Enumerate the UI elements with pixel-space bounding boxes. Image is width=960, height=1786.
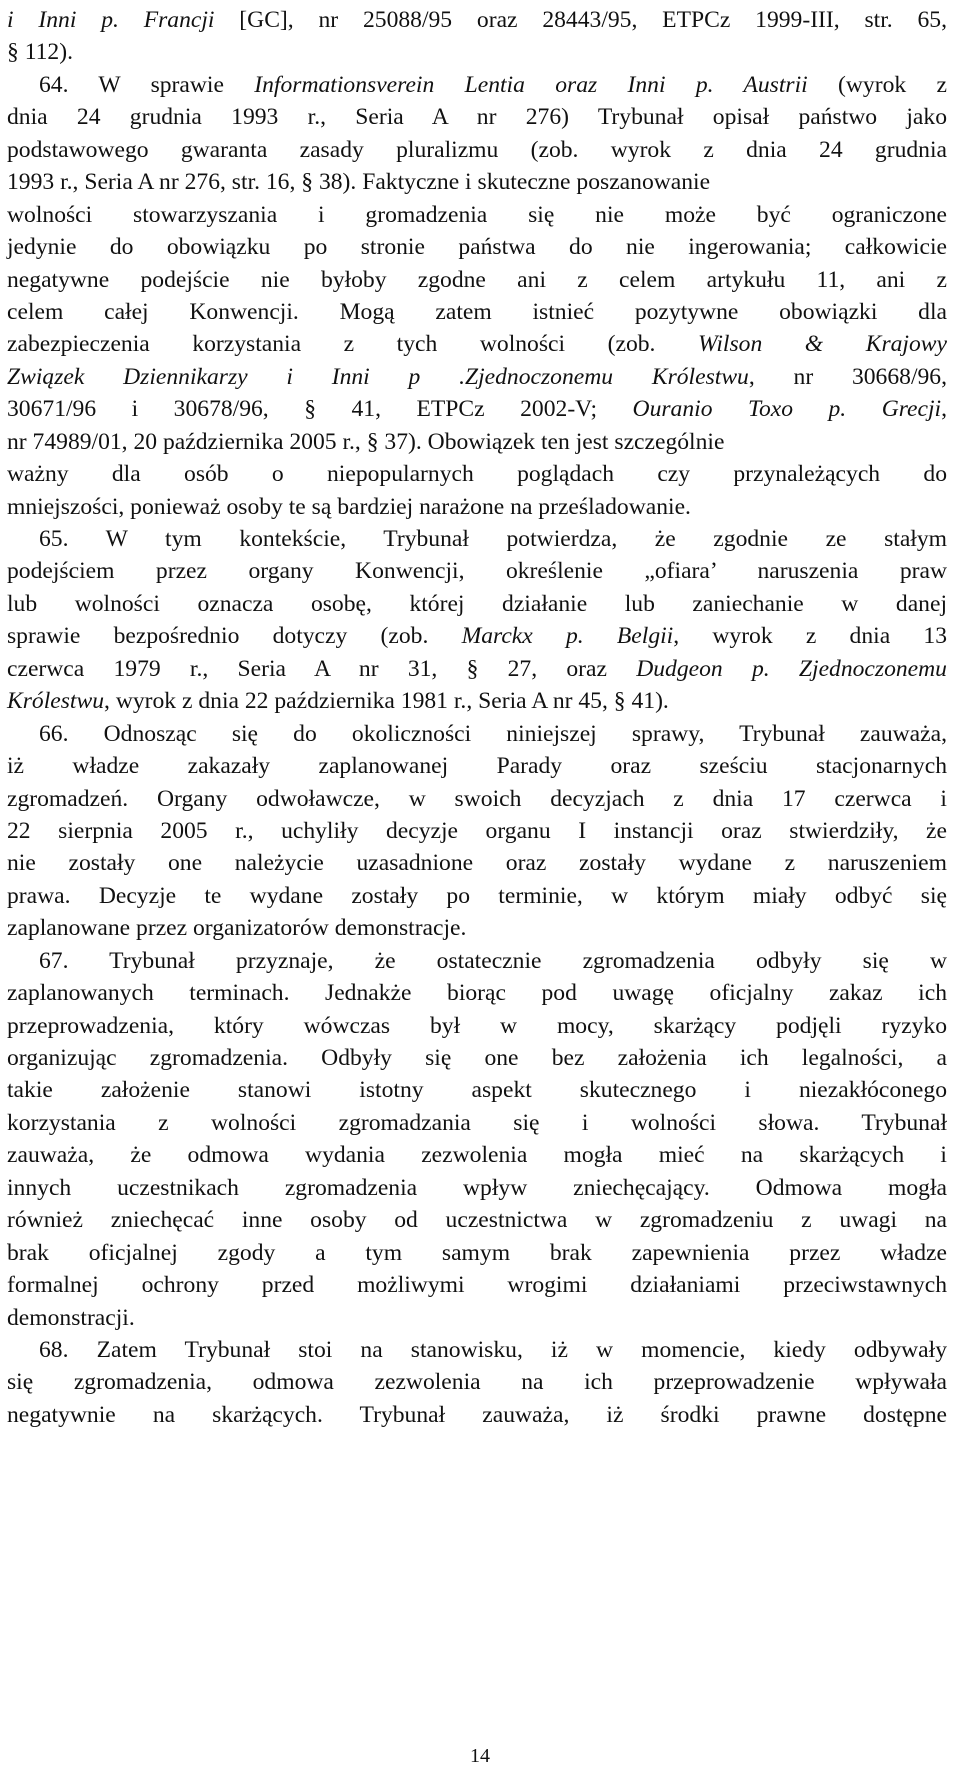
text-line [7, 296, 947, 328]
text-line [7, 1042, 947, 1074]
text-segment: § 112). [7, 39, 73, 66]
italic-text: Wilson & Krajowy [698, 331, 947, 358]
text-segment: korzystania z wolności zgromadzania się i wolności słowa. Trybunał [7, 1109, 947, 1136]
text-segment: , wyrok z dnia 13 [673, 623, 947, 650]
text-segment: innych uczestnikach zgromadzenia wpływ zniechęcający. Odmowa mogła [7, 1174, 947, 1201]
text-line [7, 1302, 947, 1334]
text-segment: , [941, 396, 948, 423]
text-line [7, 653, 947, 685]
text-segment: podejściem przez organy Konwencji, określenie „ofiara’ naruszenia praw [7, 558, 947, 585]
text-segment: negatywne podejście nie byłoby zgodne ani z celem artykułu 11, ani z [7, 266, 947, 293]
text-line [7, 166, 947, 198]
document-body [7, 4, 947, 1431]
text-segment: brak oficjalnej zgody a tym samym brak zapewnienia przez władze [7, 1239, 947, 1266]
italic-text: Dudgeon p. Zjednoczonemu [636, 655, 947, 682]
text-line [7, 328, 947, 360]
text-segment: zaplanowanych terminach. Jednakże biorąc pod uwagę oficjalny zakaz ich [7, 980, 947, 1007]
text-segment: 66. Odnosząc się do okoliczności niniejszej sprawy, Trybunał zauważa, [39, 720, 947, 747]
text-segment: się zgromadzenia, odmowa zezwolenia na ich przeprowadzenie wpływała [7, 1369, 947, 1396]
text-line [7, 4, 947, 36]
text-line [7, 199, 947, 231]
text-line [7, 1107, 947, 1139]
page-number: 14 [470, 1745, 490, 1767]
text-segment: podstawowego gwaranta zasady pluralizmu (zob. wyrok z dnia 24 grudnia [7, 136, 947, 163]
text-line [7, 36, 947, 68]
italic-text: Związek Dziennikarzy i Inni p .Zjednoczonemu Królestwu [7, 363, 749, 390]
text-line [7, 264, 947, 296]
text-segment: prawa. Decyzje te wydane zostały po terminie, w którym miały odbyć się [7, 882, 947, 909]
text-line [7, 750, 947, 782]
text-segment: zaplanowane przez organizatorów demonstracje. [7, 915, 467, 942]
italic-text: Informationsverein Lentia oraz Inni p. Austrii [254, 71, 808, 98]
text-segment: 67. Trybunał przyznaje, że ostatecznie zgromadzenia odbyły się w [39, 947, 947, 974]
text-line [7, 134, 947, 166]
text-segment: ważny dla osób o niepopularnych poglądach czy przynależących do [7, 461, 947, 488]
text-segment: 1993 r., Seria A nr 276, str. 16, § 38). Faktyczne i skuteczne poszanowanie [7, 169, 711, 196]
text-line [7, 1269, 947, 1301]
text-segment: zauważa, że odmowa wydania zezwolenia mogła mieć na skarżących i [7, 1142, 947, 1169]
text-line [7, 426, 947, 458]
text-segment: 68. Zatem Trybunał stoi na stanowisku, iż w momencie, kiedy odbywały [39, 1336, 947, 1363]
text-segment: negatywnie na skarżących. Trybunał zauważa, iż środki prawne dostępne [7, 1401, 947, 1428]
text-line [7, 718, 947, 750]
text-segment: zabezpieczenia korzystania z tych wolności (zob. [7, 331, 698, 358]
text-line [7, 1074, 947, 1106]
text-segment: przeprowadzenia, który wówczas był w mocy, skarżący podjęli ryzyko [7, 1012, 947, 1039]
text-segment: celem całej Konwencji. Mogą zatem istnieć pozytywne obowiązki dla [7, 298, 947, 325]
text-line [7, 491, 947, 523]
text-line [7, 1366, 947, 1398]
text-line [7, 1172, 947, 1204]
text-line [7, 945, 947, 977]
text-segment: jedynie do obowiązku po stronie państwa do nie ingerowania; całkowicie [7, 234, 947, 261]
italic-text: Marckx p. Belgii [461, 623, 674, 650]
text-segment: nie zostały one należycie uzasadnione oraz zostały wydane z naruszeniem [7, 850, 947, 877]
text-line [7, 588, 947, 620]
text-line [7, 1237, 947, 1269]
text-line [7, 101, 947, 133]
text-segment: czerwca 1979 r., Seria A nr 31, § 27, oraz [7, 655, 637, 682]
text-line [7, 783, 947, 815]
text-line [7, 458, 947, 490]
text-line [7, 555, 947, 587]
text-line [7, 1204, 947, 1236]
text-segment: zgromadzeń. Organy odwoławcze, w swoich decyzjach z dnia 17 czerwca i [7, 785, 947, 812]
text-line [7, 231, 947, 263]
italic-text: Ouranio Toxo p. Grecji [632, 396, 942, 423]
text-line [7, 685, 947, 717]
text-segment: 30671/96 i 30678/96, § 41, ETPCz 2002-V; [7, 396, 633, 423]
text-line [7, 912, 947, 944]
text-segment: demonstracji. [7, 1304, 135, 1331]
text-segment: również zniechęcać inne osoby od uczestnictwa w zgromadzeniu z uwagi na [7, 1207, 947, 1234]
text-segment: (wyrok z [807, 71, 947, 98]
italic-text: i Inni p. Francji [7, 7, 215, 33]
text-line [7, 1139, 947, 1171]
text-segment: , wyrok z dnia 22 października 1981 r., Seria A nr 45, § 41). [104, 688, 669, 715]
text-line [7, 977, 947, 1009]
text-segment: lub wolności oznacza osobę, której działanie lub zaniechanie w danej [7, 590, 947, 617]
text-segment: sprawie bezpośrednio dotyczy (zob. [7, 623, 462, 650]
text-segment: dnia 24 grudnia 1993 r., Seria A nr 276) Trybunał opisał państwo jako [7, 104, 947, 131]
text-segment: nr 74989/01, 20 października 2005 r., § 37). Obowiązek ten jest szczególnie [7, 428, 725, 455]
text-segment: 22 sierpnia 2005 r., uchyliły decyzje organu I instancji oraz stwierdziły, że [7, 817, 947, 844]
text-segment: iż władze zakazały zaplanowanej Parady oraz sześciu stacjonarnych [7, 753, 947, 780]
text-line [7, 393, 947, 425]
text-line [7, 815, 947, 847]
text-line [7, 361, 947, 393]
text-segment: takie założenie stanowi istotny aspekt skutecznego i niezakłóconego [7, 1077, 947, 1104]
text-segment: 64. W sprawie [39, 71, 255, 98]
text-line [7, 620, 947, 652]
text-segment: 65. W tym kontekście, Trybunał potwierdza, że zgodnie ze stałym [39, 526, 947, 552]
text-line [7, 880, 947, 912]
text-line [7, 523, 947, 555]
text-segment: wolności stowarzyszania i gromadzenia się nie może być ograniczone [7, 201, 947, 228]
text-segment: organizując zgromadzenia. Odbyły się one bez założenia ich legalności, a [7, 1045, 947, 1071]
text-line [7, 1010, 947, 1042]
text-segment: , nr 30668/96, [748, 363, 947, 390]
text-segment: [GC], nr 25088/95 oraz 28443/95, ETPCz 1999-III, str. 65, [214, 7, 947, 33]
text-line [7, 847, 947, 879]
italic-text: Królestwu [7, 688, 105, 715]
text-line [7, 1334, 947, 1366]
text-line [7, 69, 947, 101]
text-segment: mniejszości, ponieważ osoby te są bardziej narażone na prześladowanie. [7, 493, 691, 520]
text-line [7, 1399, 947, 1431]
text-segment: formalnej ochrony przed możliwymi wrogimi działaniami przeciwstawnych [7, 1272, 947, 1299]
